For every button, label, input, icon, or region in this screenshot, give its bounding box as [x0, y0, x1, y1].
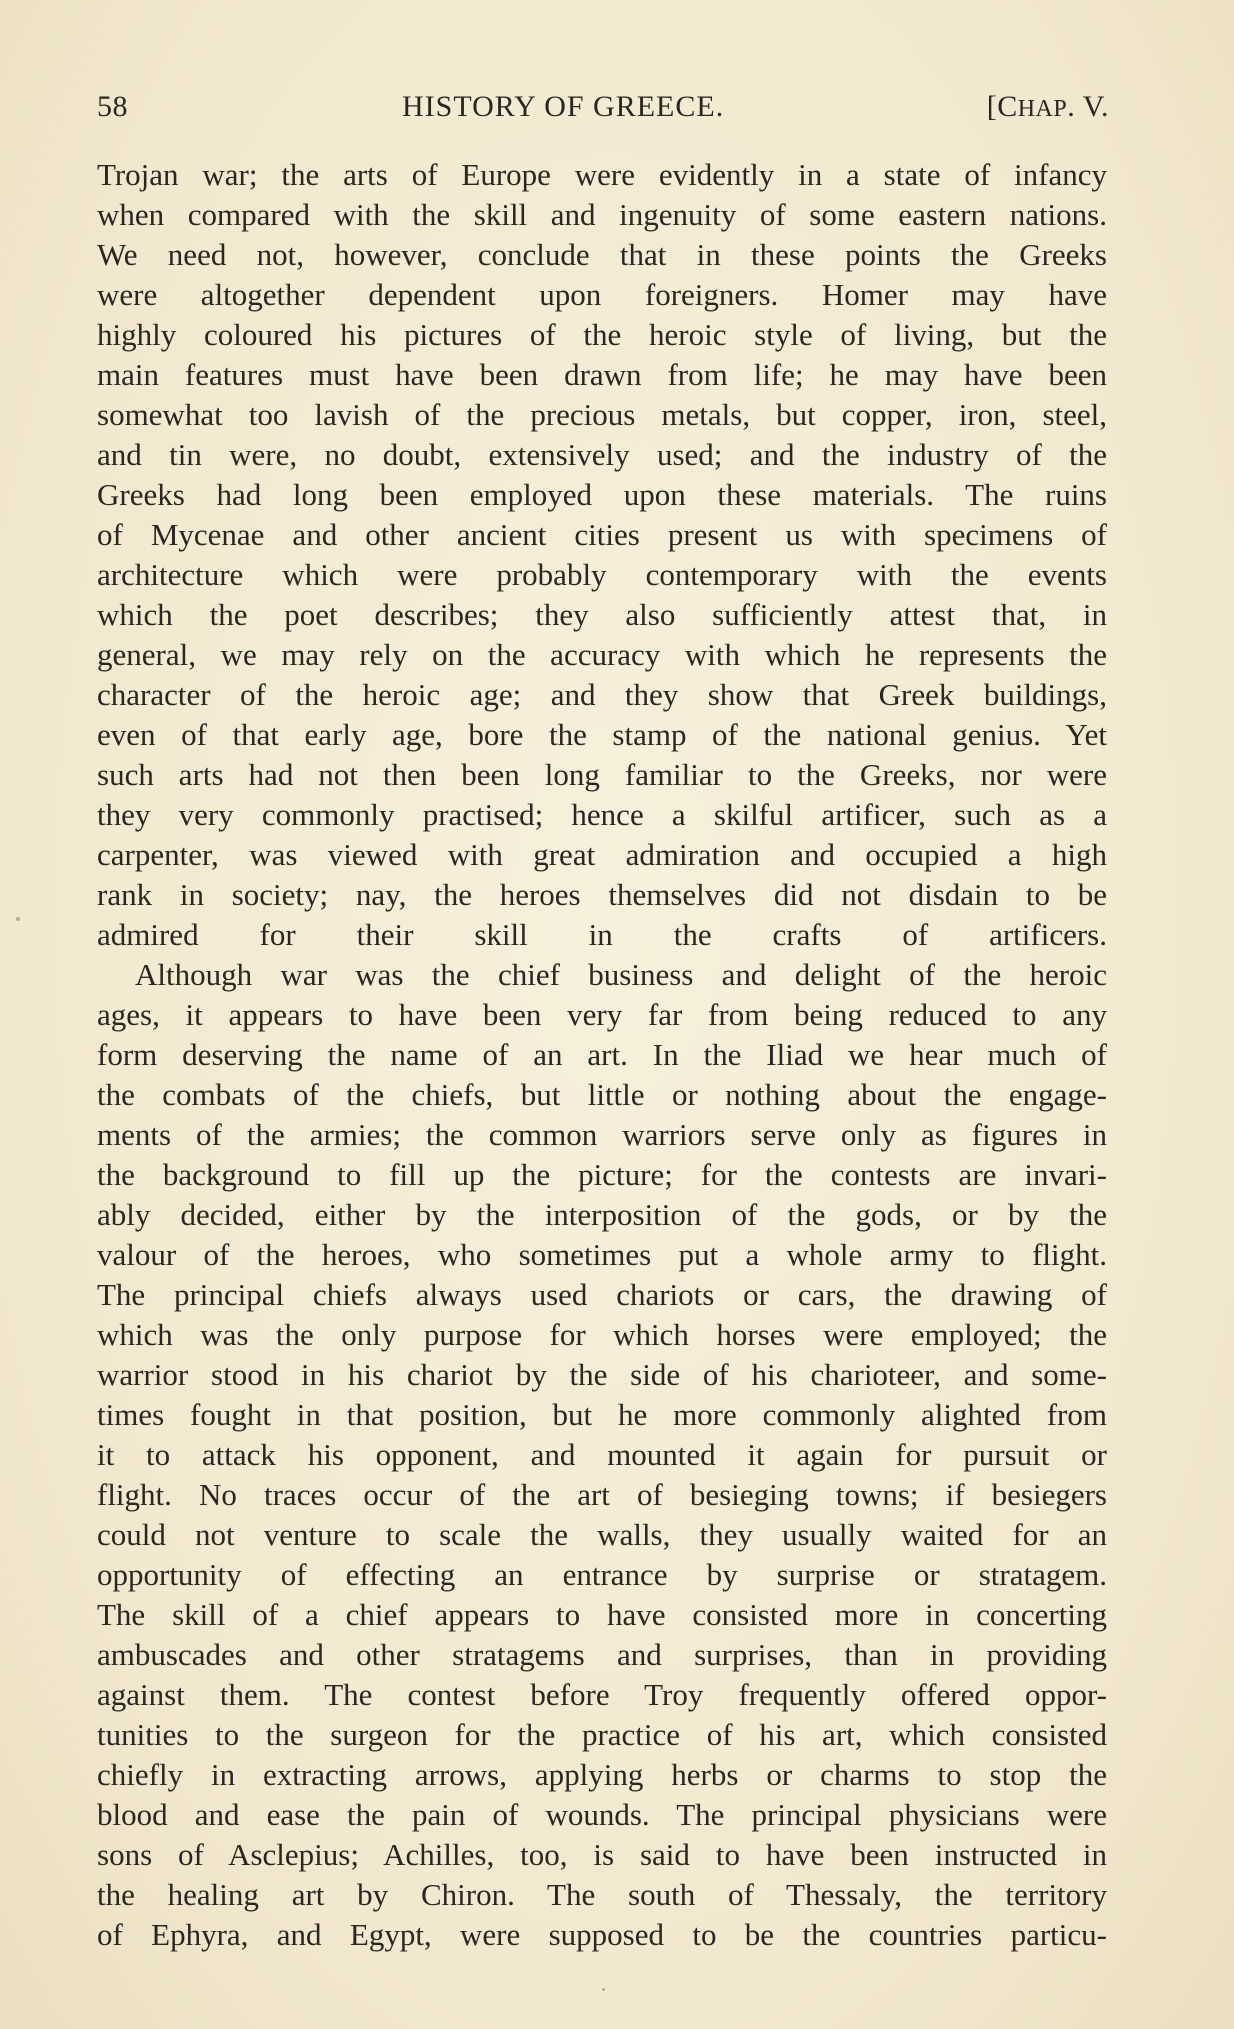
text-line: ments of the armies; the common warriors serve only as figures in — [97, 1117, 1107, 1152]
text-line: the background to fill up the picture; for the contests are invari- — [97, 1157, 1107, 1192]
text-line: admired for their skill in the crafts of artificers. — [97, 917, 1107, 952]
text-line: the combats of the chiefs, but little or nothing about the engage- — [97, 1077, 1107, 1112]
text-line: they very commonly practised; hence a skilful artificer, such as a — [97, 797, 1107, 832]
running-title: HISTORY OF GREECE. — [402, 90, 725, 123]
text-line: Trojan war; the arts of Europe were evidently in a state of infancy — [97, 157, 1107, 192]
text-line: chiefly in extracting arrows, applying herbs or charms to stop the — [97, 1757, 1107, 1792]
text-line: and tin were, no doubt, extensively used; and the industry of the — [97, 437, 1107, 472]
text-line: flight. No traces occur of the art of besieging towns; if besiegers — [97, 1477, 1107, 1512]
text-line: tunities to the surgeon for the practice of his art, which consisted — [97, 1717, 1107, 1752]
text-line: which was the only purpose for which horses were employed; the — [97, 1317, 1107, 1352]
text-line: general, we may rely on the accuracy with which he represents the — [97, 637, 1107, 672]
text-line: Although war was the chief business and delight of the heroic — [135, 957, 1107, 992]
text-line: rank in society; nay, the heroes themselves did not disdain to be — [97, 877, 1107, 912]
text-line: the healing art by Chiron. The south of Thessaly, the territory — [97, 1877, 1107, 1912]
paper-speck — [602, 1988, 605, 1991]
text-line: valour of the heroes, who sometimes put a whole army to flight. — [97, 1237, 1107, 1272]
text-line: character of the heroic age; and they show that Greek buildings, — [97, 677, 1107, 712]
text-line: Greeks had long been employed upon these materials. The ruins — [97, 477, 1107, 512]
text-line: were altogether dependent upon foreigners. Homer may have — [97, 277, 1107, 312]
text-line: which the poet describes; they also sufficiently attest that, in — [97, 597, 1107, 632]
text-line: highly coloured his pictures of the heroic style of living, but the — [97, 317, 1107, 352]
text-line: warrior stood in his chariot by the side of his charioteer, and some- — [97, 1357, 1107, 1392]
body-text — [97, 155, 1107, 1955]
text-line: main features must have been drawn from life; he may have been — [97, 357, 1107, 392]
text-line: The skill of a chief appears to have consisted more in concerting — [97, 1597, 1107, 1632]
text-line: opportunity of effecting an entrance by surprise or stratagem. — [97, 1557, 1107, 1592]
text-line: sons of Asclepius; Achilles, too, is said to have been instructed in — [97, 1837, 1107, 1872]
paper-speck — [16, 917, 20, 921]
text-line: when compared with the skill and ingenuity of some eastern nations. — [97, 197, 1107, 232]
text-line: carpenter, was viewed with great admiration and occupied a high — [97, 837, 1107, 872]
text-line: ages, it appears to have been very far from being reduced to any — [97, 997, 1107, 1032]
text-line: could not venture to scale the walls, they usually waited for an — [97, 1517, 1107, 1552]
text-line: ambuscades and other stratagems and surprises, than in providing — [97, 1637, 1107, 1672]
text-line: even of that early age, bore the stamp of the national genius. Yet — [97, 717, 1107, 752]
chapter-smallcaps: HAP — [1017, 96, 1068, 122]
text-line: times fought in that position, but he more commonly alighted from — [97, 1397, 1107, 1432]
text-line: of Ephyra, and Egypt, were supposed to be the countries particu- — [97, 1917, 1107, 1952]
text-line: against them. The contest before Troy frequently offered oppor- — [97, 1677, 1107, 1712]
text-line: form deserving the name of an art. In the Iliad we hear much of — [97, 1037, 1107, 1072]
text-line: blood and ease the pain of wounds. The principal physicians were — [97, 1797, 1107, 1832]
text-line: such arts had not then been long familiar to the Greeks, nor were — [97, 757, 1107, 792]
chapter-suffix: . V. — [1067, 90, 1109, 123]
chapter-reference — [987, 90, 1109, 124]
text-line: We need not, however, conclude that in these points the Greeks — [97, 237, 1107, 272]
text-line: architecture which were probably contemporary with the events — [97, 557, 1107, 592]
text-line: ably decided, either by the interposition of the gods, or by the — [97, 1197, 1107, 1232]
text-line: somewhat too lavish of the precious metals, but copper, iron, steel, — [97, 397, 1107, 432]
running-head — [97, 90, 1109, 130]
text-line: it to attack his opponent, and mounted it again for pursuit or — [97, 1437, 1107, 1472]
chapter-prefix: [C — [986, 90, 1018, 123]
text-line: of Mycenae and other ancient cities present us with specimens of — [97, 517, 1107, 552]
page-number: 58 — [97, 90, 128, 123]
text-line: The principal chiefs always used chariots or cars, the drawing of — [97, 1277, 1107, 1312]
